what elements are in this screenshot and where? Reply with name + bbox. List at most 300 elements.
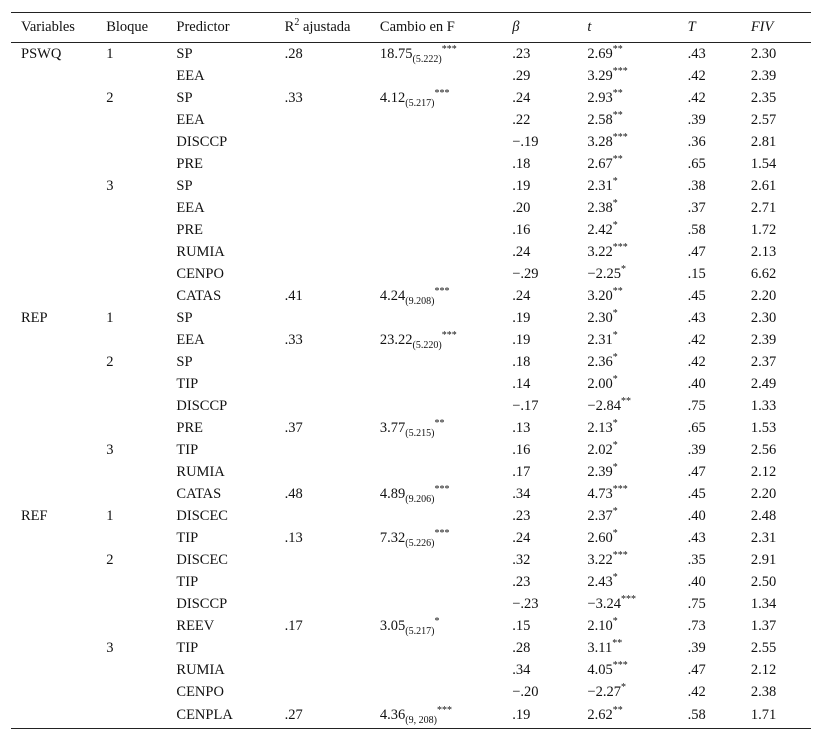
cell-beta: .19: [512, 703, 587, 729]
cell-r2: [285, 549, 380, 571]
cell-beta: .24: [512, 243, 531, 260]
cell-cambio-f: [380, 373, 512, 395]
cell-bloque: [106, 241, 176, 263]
cell-r2: [285, 351, 380, 373]
cell-bloque: [106, 659, 176, 681]
cell-predictor: SP: [176, 89, 193, 106]
table-row: [11, 417, 811, 439]
cell-t: [587, 703, 687, 729]
cell-beta: .19: [512, 331, 531, 348]
cell-predictor: TIP: [176, 375, 199, 392]
f-value: 3.77: [379, 419, 406, 436]
cell-variable: [11, 439, 106, 461]
cell-predictor: RUMIA: [176, 243, 225, 260]
cell-tolerance: .75: [687, 595, 706, 612]
f-df: (9.208): [405, 295, 435, 307]
cell-r2: .13: [284, 529, 303, 546]
cell-fiv: 1.53: [750, 419, 777, 436]
cell-bloque: 1: [106, 309, 114, 326]
cell-bloque: 1: [106, 507, 114, 524]
header-tolerance: T: [688, 13, 751, 43]
cell-bloque: [106, 109, 176, 131]
cell-beta: .23: [512, 573, 531, 590]
t-significance: *: [612, 373, 618, 385]
cell-r2: [285, 65, 380, 87]
cell-variable: [11, 109, 106, 131]
f-significance: ***: [441, 43, 457, 55]
t-significance: *: [612, 329, 618, 341]
t-significance: **: [612, 705, 623, 716]
cell-t: [587, 439, 687, 461]
cell-t: [587, 395, 687, 417]
cell-beta: −.19: [512, 133, 539, 150]
cell-cambio-f: [380, 109, 512, 131]
t-significance: ***: [612, 549, 628, 561]
cell-beta: −.20: [512, 683, 539, 700]
f-significance: ***: [436, 705, 452, 716]
cell-r2: [285, 131, 380, 153]
cell-beta: .16: [512, 441, 531, 458]
cell-tolerance: .42: [687, 67, 706, 84]
t-value: 2.60: [587, 529, 613, 546]
table-row: [11, 483, 811, 505]
cell-r2: [285, 219, 380, 241]
cell-bloque: [106, 373, 176, 395]
f-value: 4.12: [379, 89, 406, 106]
header-row: [11, 13, 811, 43]
cell-tolerance: .73: [687, 617, 706, 634]
cell-tolerance: .15: [687, 265, 706, 282]
f-df: (5.217): [405, 97, 435, 109]
table-row: [11, 131, 811, 153]
cell-variable: [11, 219, 106, 241]
cell-bloque: 3: [106, 639, 114, 656]
cell-r2: .41: [284, 287, 303, 304]
cell-variable: [11, 131, 106, 153]
cell-variable: [11, 263, 106, 285]
f-df: (5.217): [405, 625, 435, 637]
cell-fiv: 2.91: [750, 551, 777, 568]
cell-tolerance: .45: [687, 287, 706, 304]
table-row: [11, 703, 811, 729]
t-value: 2.36: [587, 353, 613, 370]
cell-variable: REP: [21, 309, 48, 326]
t-significance: *: [612, 197, 618, 209]
t-significance: *: [612, 219, 618, 231]
cell-beta: .14: [512, 375, 531, 392]
cell-variable: [11, 637, 106, 659]
cell-t: [587, 483, 687, 505]
cell-t: [587, 131, 687, 153]
table-row: [11, 461, 811, 483]
f-value: 23.22: [379, 331, 413, 348]
cell-predictor: CENPLA: [176, 703, 284, 729]
table-row: [11, 109, 811, 131]
t-value: 2.38: [587, 199, 613, 216]
cell-t: [587, 659, 687, 681]
header-fiv: FIV: [751, 13, 811, 43]
header-r2-sup: 2: [294, 17, 300, 28]
cell-variable: [11, 175, 106, 197]
cell-beta: .17: [512, 463, 531, 480]
f-significance: ***: [434, 483, 450, 495]
table-row: [11, 681, 811, 703]
cell-beta: .13: [512, 419, 531, 436]
table-row: [11, 307, 811, 329]
cell-beta: .22: [512, 111, 531, 128]
cell-r2: [285, 109, 380, 131]
cell-r2: .28: [284, 45, 303, 62]
table-row: [11, 549, 811, 571]
cell-cambio-f: [380, 219, 512, 241]
table-row: [11, 263, 811, 285]
t-significance: **: [612, 109, 623, 121]
cell-predictor: SP: [176, 177, 193, 194]
t-significance: ***: [620, 593, 636, 605]
header-bloque: Bloque: [106, 13, 176, 43]
f-value: 4.89: [379, 485, 406, 502]
table-header: [11, 13, 811, 43]
cell-bloque: 2: [106, 551, 114, 568]
cell-fiv: 2.71: [750, 199, 777, 216]
regression-table: [11, 12, 811, 729]
cell-predictor: DISCCP: [176, 595, 228, 612]
t-value: 3.22: [587, 243, 613, 260]
f-df: (5.222): [412, 53, 442, 65]
t-significance: **: [612, 43, 623, 55]
cell-tolerance: .65: [687, 155, 706, 172]
cell-variable: [11, 571, 106, 593]
cell-r2: .48: [284, 485, 303, 502]
header-r2-ajustada: [285, 13, 380, 43]
cell-fiv: 2.39: [750, 67, 777, 84]
cell-beta: .20: [512, 199, 531, 216]
t-value: 2.13: [587, 419, 613, 436]
f-df: (5.220): [412, 339, 442, 351]
cell-predictor: RUMIA: [176, 463, 225, 480]
cell-bloque: [106, 131, 176, 153]
cell-cambio-f: [380, 43, 512, 66]
cell-bloque: [106, 571, 176, 593]
cell-variable: [11, 549, 106, 571]
cell-beta: −.23: [512, 595, 539, 612]
cell-t: [587, 197, 687, 219]
t-significance: ***: [612, 241, 628, 253]
cell-cambio-f: [380, 307, 512, 329]
t-value: 2.02: [587, 441, 613, 458]
cell-r2: [285, 637, 380, 659]
cell-cambio-f: [380, 87, 512, 109]
cell-cambio-f: [380, 153, 512, 175]
cell-predictor: TIP: [176, 441, 199, 458]
cell-bloque: [106, 461, 176, 483]
cell-fiv: 2.55: [750, 639, 777, 656]
cell-t: [587, 153, 687, 175]
header-r2-rest: ajustada: [299, 19, 351, 35]
f-value: 3.05: [379, 617, 406, 634]
cell-cambio-f: [380, 417, 512, 439]
cell-cambio-f: [380, 461, 512, 483]
cell-fiv: 2.50: [750, 573, 777, 590]
cell-predictor: SP: [176, 45, 193, 62]
cell-fiv: 2.61: [750, 177, 777, 194]
header-beta: β: [512, 13, 587, 43]
cell-fiv: 2.39: [750, 331, 777, 348]
cell-fiv: 1.37: [750, 617, 777, 634]
cell-tolerance: .36: [687, 133, 706, 150]
f-significance: ***: [434, 87, 450, 99]
f-significance: ***: [434, 285, 450, 297]
cell-beta: .24: [512, 89, 531, 106]
cell-fiv: 2.35: [750, 89, 777, 106]
cell-beta: .23: [512, 507, 531, 524]
cell-tolerance: .43: [687, 309, 706, 326]
cell-t: [587, 307, 687, 329]
t-significance: *: [612, 461, 618, 473]
t-value: 2.31: [587, 331, 613, 348]
t-significance: **: [612, 153, 623, 165]
f-df: (5.215): [405, 427, 435, 439]
cell-predictor: EEA: [176, 331, 205, 348]
table-row: [11, 395, 811, 417]
cell-fiv: 2.81: [750, 133, 777, 150]
cell-r2: .27: [285, 703, 380, 729]
cell-r2: [285, 659, 380, 681]
cell-variable: [11, 659, 106, 681]
cell-t: [587, 549, 687, 571]
regression-table-container: [11, 12, 811, 729]
cell-variable: [11, 615, 106, 637]
t-value: 2.10: [587, 617, 613, 634]
header-predictor: Predictor: [176, 13, 284, 43]
t-significance: *: [620, 681, 626, 693]
cell-variable: [11, 373, 106, 395]
t-significance: ***: [612, 65, 628, 77]
cell-fiv: 2.48: [750, 507, 777, 524]
t-significance: *: [612, 439, 618, 451]
cell-t: [587, 681, 687, 703]
cell-tolerance: .58: [687, 221, 706, 238]
table-row: [11, 505, 811, 527]
cell-fiv: 2.30: [750, 45, 777, 62]
cell-variable: [11, 285, 106, 307]
cell-fiv: 2.12: [750, 661, 777, 678]
cell-t: [587, 87, 687, 109]
cell-tolerance: .43: [687, 529, 706, 546]
t-value: 2.62: [587, 707, 613, 723]
cell-cambio-f: [380, 351, 512, 373]
cell-r2: [285, 681, 380, 703]
cell-t: [587, 373, 687, 395]
cell-predictor: CATAS: [176, 287, 222, 304]
cell-predictor: REEV: [176, 617, 215, 634]
cell-t: [587, 109, 687, 131]
cell-tolerance: .39: [687, 111, 706, 128]
cell-bloque: [106, 395, 176, 417]
cell-predictor: SP: [176, 353, 193, 370]
t-significance: *: [612, 571, 618, 583]
table-row: [11, 329, 811, 351]
cell-bloque: [106, 593, 176, 615]
t-value: 4.05: [587, 661, 613, 678]
table-body: [11, 43, 811, 729]
cell-tolerance: .47: [687, 463, 706, 480]
t-value: 2.43: [587, 573, 613, 590]
cell-variable: [11, 329, 106, 351]
cell-t: [587, 571, 687, 593]
cell-tolerance: .40: [687, 573, 706, 590]
cell-beta: −.17: [512, 397, 539, 414]
cell-fiv: 1.72: [750, 221, 777, 238]
cell-tolerance: .38: [687, 177, 706, 194]
cell-bloque: [106, 703, 176, 729]
cell-bloque: 3: [106, 441, 114, 458]
table-row: [11, 527, 811, 549]
f-df: (5.226): [405, 537, 435, 549]
cell-tolerance: .43: [687, 45, 706, 62]
cell-bloque: [106, 65, 176, 87]
cell-tolerance: .37: [687, 199, 706, 216]
cell-cambio-f: [380, 197, 512, 219]
cell-cambio-f: [380, 263, 512, 285]
t-value: 4.73: [587, 485, 613, 502]
cell-variable: [11, 65, 106, 87]
f-value: 4.36: [379, 707, 406, 723]
cell-tolerance: .47: [687, 661, 706, 678]
cell-bloque: [106, 483, 176, 505]
t-significance: **: [612, 285, 623, 297]
cell-bloque: 2: [106, 89, 114, 106]
header-t: t: [587, 13, 687, 43]
cell-r2: [285, 461, 380, 483]
cell-variable: [11, 483, 106, 505]
table-row: [11, 373, 811, 395]
table-row: [11, 571, 811, 593]
cell-beta: .16: [512, 221, 531, 238]
cell-predictor: RUMIA: [176, 661, 225, 678]
cell-t: [587, 219, 687, 241]
cell-variable: PSWQ: [21, 45, 62, 62]
cell-r2: [285, 263, 380, 285]
cell-tolerance: .42: [687, 353, 706, 370]
t-significance: *: [612, 615, 618, 627]
table-row: [11, 241, 811, 263]
cell-cambio-f: [380, 593, 512, 615]
cell-bloque: [106, 681, 176, 703]
cell-bloque: 1: [106, 45, 114, 62]
t-value: 2.93: [587, 89, 613, 106]
cell-fiv: 2.31: [750, 529, 777, 546]
cell-beta: .18: [512, 155, 531, 172]
cell-t: [587, 263, 687, 285]
cell-bloque: [106, 219, 176, 241]
cell-cambio-f: [380, 285, 512, 307]
cell-tolerance: .35: [687, 551, 706, 568]
f-value: 7.32: [379, 529, 406, 546]
t-value: −2.25: [587, 265, 621, 282]
t-value: 3.11: [587, 639, 613, 656]
cell-bloque: [106, 329, 176, 351]
cell-t: [587, 593, 687, 615]
cell-variable: REF: [21, 507, 48, 524]
cell-beta: .34: [512, 485, 531, 502]
t-significance: ***: [612, 659, 628, 671]
t-value: 3.22: [587, 551, 613, 568]
cell-predictor: PRE: [176, 221, 203, 238]
header-cambio-f: Cambio en F: [380, 13, 512, 43]
cell-predictor: DISCCP: [176, 397, 228, 414]
cell-cambio-f: [380, 703, 512, 729]
cell-tolerance: .42: [687, 331, 706, 348]
cell-r2: [285, 373, 380, 395]
cell-tolerance: .45: [687, 485, 706, 502]
f-df: (9.206): [405, 493, 435, 505]
cell-fiv: 2.30: [750, 309, 777, 326]
cell-r2: .33: [284, 331, 303, 348]
t-value: 2.42: [587, 221, 613, 238]
header-variables: Variables: [11, 13, 106, 43]
cell-beta: .24: [512, 287, 531, 304]
cell-variable: [11, 527, 106, 549]
cell-bloque: [106, 197, 176, 219]
cell-tolerance: .39: [687, 441, 706, 458]
t-significance: *: [612, 505, 618, 517]
cell-beta: .28: [512, 639, 531, 656]
cell-r2: .17: [284, 617, 303, 634]
t-significance: *: [612, 307, 618, 319]
cell-fiv: 2.56: [750, 441, 777, 458]
cell-cambio-f: [380, 681, 512, 703]
table-row: [11, 197, 811, 219]
cell-variable: [11, 703, 106, 729]
t-value: 3.29: [587, 67, 613, 84]
cell-tolerance: .40: [687, 375, 706, 392]
cell-predictor: EEA: [176, 67, 205, 84]
cell-fiv: 2.49: [750, 375, 777, 392]
table-row: [11, 439, 811, 461]
t-value: 3.28: [587, 133, 613, 150]
cell-r2: .37: [284, 419, 303, 436]
cell-bloque: [106, 285, 176, 307]
cell-tolerance: .58: [688, 703, 751, 729]
table-row: [11, 175, 811, 197]
cell-cambio-f: [380, 615, 512, 637]
header-r2-main: R: [284, 19, 295, 35]
cell-t: [587, 241, 687, 263]
cell-fiv: 6.62: [750, 265, 777, 282]
cell-t: [587, 43, 687, 66]
cell-fiv: 2.38: [750, 683, 777, 700]
t-value: 2.39: [587, 463, 613, 480]
f-df: (9, 208): [405, 715, 437, 726]
cell-predictor: EEA: [176, 111, 205, 128]
cell-cambio-f: [380, 131, 512, 153]
cell-bloque: [106, 153, 176, 175]
cell-t: [587, 329, 687, 351]
cell-fiv: 2.37: [750, 353, 777, 370]
cell-r2: [285, 593, 380, 615]
cell-t: [587, 615, 687, 637]
cell-r2: [285, 175, 380, 197]
cell-t: [587, 505, 687, 527]
cell-predictor: DISCCP: [176, 133, 228, 150]
table-row: [11, 65, 811, 87]
cell-predictor: DISCEC: [176, 507, 228, 524]
cell-fiv: 2.20: [750, 485, 777, 502]
cell-cambio-f: [380, 505, 512, 527]
cell-beta: .32: [512, 551, 531, 568]
t-value: −2.84: [587, 397, 621, 414]
